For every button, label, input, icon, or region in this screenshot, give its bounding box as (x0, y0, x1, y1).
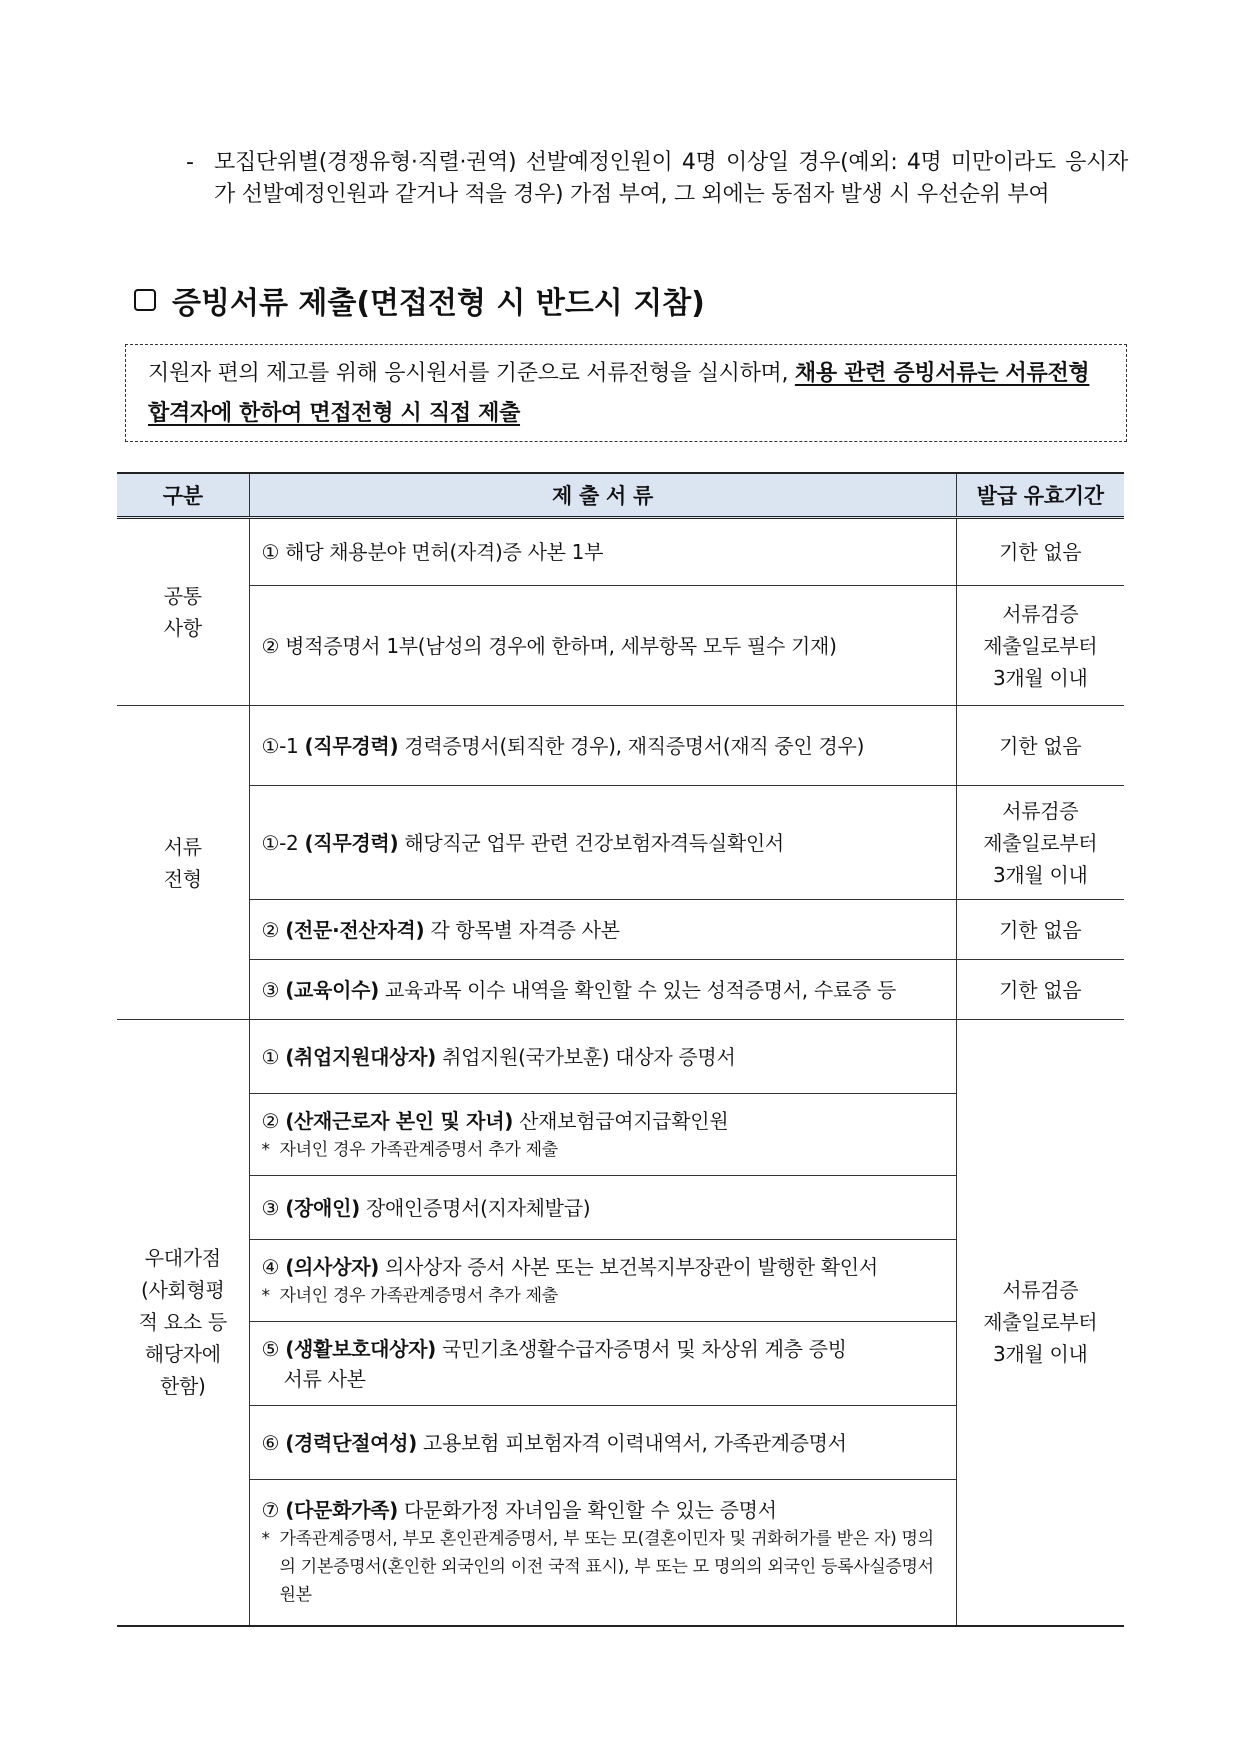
header-documents: 제 출 서 류 (249, 473, 956, 518)
section-title: 증빙서류 제출(면접전형 시 반드시 지참) (172, 286, 705, 321)
category-common: 공통 사항 (117, 518, 249, 706)
table-header-row (117, 473, 1124, 518)
doc-cell: ② 병적증명서 1부(남성의 경우에 한하며, 세부항목 모두 필수 기재) (249, 586, 956, 706)
table-row (117, 900, 1124, 960)
doc-cell: ①-1 (직무경력) 경력증명서(퇴직한 경우), 재직증명서(재직 중인 경우) (249, 706, 956, 786)
section-heading (134, 278, 705, 322)
doc-cell: ① 해당 채용분야 면허(자격)증 사본 1부 (249, 518, 956, 586)
bullet-dash: - (186, 150, 194, 175)
doc-cell: ② (전문·전산자격) 각 항목별 자격증 사본 (249, 900, 956, 960)
note-line: * 가족관계증명서, 부모 혼인관계증명서, 부 또는 모(결혼이민자 및 귀화허가를 받은 자) 명의의 기본증명서(혼인한 외국인의 이전 국적 표시), 부 또는 모 명의의 외국인 등록사실증명서 원본 (261, 1529, 934, 1606)
period-cell: 서류검증 제출일로부터 3개월 이내 (956, 586, 1124, 706)
doc-cell: ⑤ (생활보호대상자) 국민기초생활수급자증명서 및 차상위 계층 증빙 서류 사본 (249, 1322, 956, 1406)
category-bonus: 우대가점 (사회형평 적 요소 등 해당자에 한함) (117, 1020, 249, 1626)
doc-cell: ① (취업지원대상자) 취업지원(국가보훈) 대상자 증명서 (249, 1020, 956, 1094)
header-category: 구분 (117, 473, 249, 518)
table-row (117, 960, 1124, 1020)
period-cell: 기한 없음 (956, 518, 1124, 586)
table-row (117, 706, 1124, 786)
notice-text: 지원자 편의 제고를 위해 응시원서를 기준으로 서류전형을 실시하며, (148, 361, 795, 386)
checkbox-square-icon (134, 289, 156, 311)
doc-cell: ①-2 (직무경력) 해당직군 업무 관련 건강보험자격득실확인서 (249, 786, 956, 900)
category-screening: 서류 전형 (117, 706, 249, 1020)
documents-table (117, 472, 1124, 1627)
doc-cell: ⑥ (경력단절여성) 고용보험 피보험자격 이력내역서, 가족관계증명서 (249, 1406, 956, 1480)
doc-cell: ③ (교육이수) 교육과목 이수 내역을 확인할 수 있는 성적증명서, 수료증 등 (249, 960, 956, 1020)
period-cell: 서류검증 제출일로부터 3개월 이내 (956, 786, 1124, 900)
bullet-text: 모집단위별(경쟁유형·직렬·권역) 선발예정인원이 4명 이상일 경우(예외: 4명 미만이라도 응시자가 선발예정인원과 같거나 적을 경우) 가점 부여, 그 외에는 동점자 발생 시 우선순위 부여 (214, 150, 1128, 207)
doc-cell: ② (산재근로자 본인 및 자녀) 산재보험급여지급확인원 * 자녀인 경우 가족관계증명서 추가 제출 (249, 1094, 956, 1176)
table-row (117, 786, 1124, 900)
note-line: * 자녀인 경우 가족관계증명서 추가 제출 (261, 1285, 558, 1306)
period-cell: 기한 없음 (956, 960, 1124, 1020)
notice-box (125, 344, 1127, 442)
doc-cell: ④ (의사상자) 의사상자 증서 사본 또는 보건복지부장관이 발행한 확인서 * 자녀인 경우 가족관계증명서 추가 제출 (249, 1240, 956, 1322)
doc-cell: ③ (장애인) 장애인증명서(지자체발급) (249, 1176, 956, 1240)
table-row (117, 586, 1124, 706)
table-row (117, 1020, 1124, 1094)
header-period: 발급 유효기간 (956, 473, 1124, 518)
period-cell: 기한 없음 (956, 706, 1124, 786)
period-cell: 서류검증 제출일로부터 3개월 이내 (956, 1020, 1124, 1626)
period-cell: 기한 없음 (956, 900, 1124, 960)
bonus-rule-paragraph (188, 147, 1128, 211)
note-line: * 자녀인 경우 가족관계증명서 추가 제출 (261, 1139, 558, 1160)
notice-highlight: 채용 관련 증빙서류는 서류전형 합격자에 한하여 면접전형 시 직접 제출 (148, 361, 1090, 426)
table-row (117, 518, 1124, 586)
doc-cell: ⑦ (다문화가족) 다문화가정 자녀임을 확인할 수 있는 증명서 * 가족관계증명서, 부모 혼인관계증명서, 부 또는 모(결혼이민자 및 귀화허가를 받은 자) 명의의 기본증명서(혼인한 외국인의 이전 국적 표시), 부 또는 모 명의의 외국인 등록사실증명서 원본 (249, 1480, 956, 1626)
doc-continuation: 서류 사본 (283, 1366, 366, 1391)
